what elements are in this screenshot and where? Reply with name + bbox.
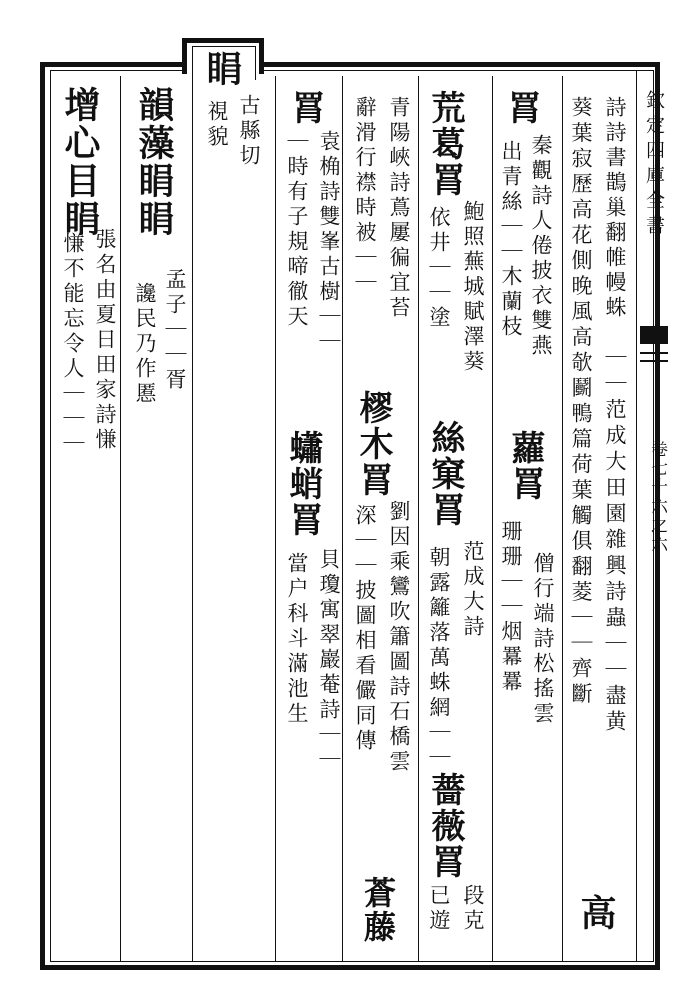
text-column: 慊不能忘令人｜｜｜: [61, 232, 85, 457]
text-column: ｜｜范成大田園雜興詩蟲｜｜盡黄: [603, 346, 627, 736]
text-column-big: 罥: [501, 90, 541, 126]
text-column: 依井｜｜塗: [427, 206, 451, 331]
column-rule: [492, 76, 493, 962]
text-column-big: 絲窠罥: [425, 420, 465, 528]
fishtail-mark-lines: [640, 352, 668, 362]
tab-fanqie: 古縣切: [237, 94, 261, 169]
text-column: 辭滑行襟時被｜｜: [353, 96, 377, 296]
fishtail-mark: [640, 326, 668, 344]
text-column: 鮑照蕪城賦澤葵: [461, 200, 485, 375]
text-column: 袁桷詩雙峯古樹｜｜: [317, 130, 341, 355]
text-column: 青陽峽詩蔦屢徧宜苔: [387, 96, 411, 321]
text-column: 僧行端詩松搖雲: [531, 552, 555, 727]
text-column-big: 樛木罥: [353, 390, 393, 498]
text-column: 讒民乃作慝: [133, 282, 157, 407]
text-column: 珊珊｜｜烟羃羃: [499, 520, 523, 695]
text-column: 深｜｜披圖相看儼同傳: [353, 504, 377, 754]
text-column-big: 薔薇罥: [425, 772, 465, 880]
text-column: 秦觀詩人倦披衣雙燕: [529, 134, 553, 359]
volume-label: 卷七十六之六: [647, 440, 667, 554]
text-column: 出青絲｜｜木蘭枝: [499, 140, 523, 340]
text-column: ｜時有子規啼徹天: [285, 130, 309, 330]
text-column: 已遊: [427, 884, 451, 934]
collection-title: 欽定四庫全書: [643, 90, 665, 240]
tab-gloss: 視貌: [205, 100, 229, 150]
text-column: 張名由夏日田家詩慊: [93, 228, 117, 453]
text-column-big: 增心目睊: [59, 86, 101, 238]
text-column: 劉因乘鸞吹簫圖詩石橋雲: [387, 500, 411, 775]
column-rule: [275, 76, 276, 962]
text-column: 詩詩書鵲巢翻帷幔蛛: [603, 96, 627, 321]
text-column: 段克: [461, 884, 485, 934]
text-column: 朝露籬落萬蛛網｜｜: [427, 546, 451, 771]
text-column: 孟子｜｜胥: [163, 268, 187, 393]
column-rule: [120, 76, 121, 962]
text-column-big: 蒼藤: [359, 876, 397, 944]
column-rule: [418, 76, 419, 962]
column-rule: [342, 76, 343, 962]
column-rule: [562, 76, 563, 962]
text-column-big: 罥: [285, 90, 325, 126]
text-column-big: 蠨蛸罥: [283, 430, 323, 538]
text-column-big: 荒葛罥: [425, 90, 465, 198]
text-column-big: 高: [575, 894, 617, 932]
text-column: 貝瓊寓翠巖菴詩｜｜: [317, 548, 341, 773]
text-column-big: 韻藻睊睊: [133, 86, 175, 238]
tab-headword: 睊: [201, 50, 243, 88]
text-column: 葵葉寂歷高花側晚風高欹鬬鴨篇荷葉觸俱翻菱｜｜齊斷: [569, 96, 593, 708]
column-rule: [192, 76, 193, 962]
text-column: 范成大詩: [461, 540, 485, 640]
text-column: 當户科斗滿池生: [285, 552, 309, 727]
text-column-big: 蘿罥: [505, 430, 545, 502]
